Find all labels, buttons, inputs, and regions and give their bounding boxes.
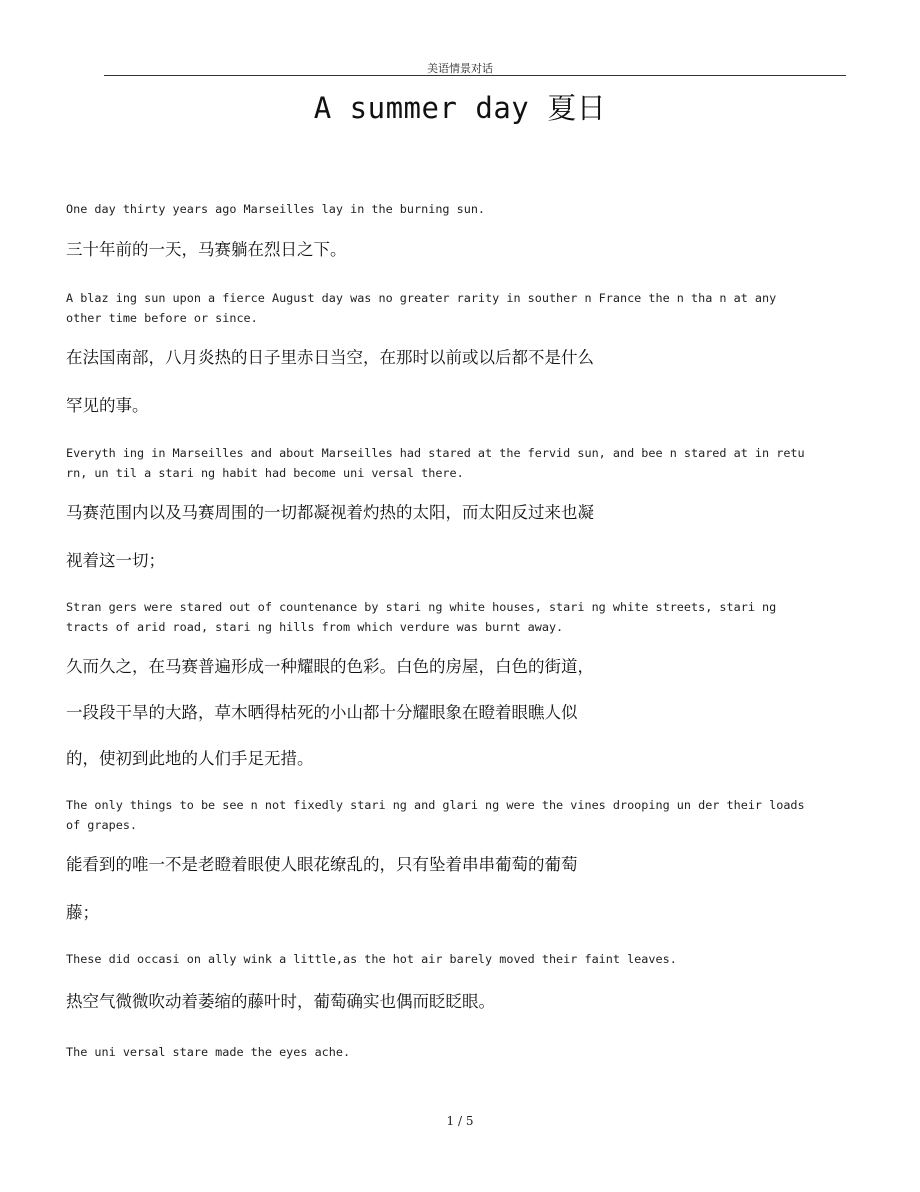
chinese-line-2-2: 罕见的事。	[66, 396, 149, 415]
chinese-line-4-1: 久而久之，在马赛普遍形成一种耀眼的色彩。白色的房屋，白色的街道，	[66, 657, 594, 676]
page-header: 美语情景对话	[427, 62, 493, 75]
chinese-line-5-1: 能看到的唯一不是老瞪着眼使人眼花缭乱的，只有坠着串串葡萄的葡萄	[66, 855, 578, 874]
english-paragraph-3: Everyth ing in Marseilles and about Marseilles had stared at the fervid sun, and bee n stared at in retu rn, un til a stari ng habit had become uni versal there.	[66, 446, 805, 480]
chinese-line-2-1: 在法国南部，八月炎热的日子里赤日当空，在那时以前或以后都不是什么	[66, 348, 594, 367]
document-title: A summer day 夏日	[313, 91, 607, 125]
header-divider	[104, 75, 846, 76]
chinese-line-5-2: 藤；	[66, 903, 99, 922]
chinese-line-1-1: 三十年前的一天，马赛躺在烈日之下。	[66, 240, 347, 259]
page-number: 1 / 5	[446, 1114, 474, 1128]
chinese-line-6-1: 热空气微微吹动着萎缩的藤叶时，葡萄确实也偶而眨眨眼。	[66, 992, 495, 1011]
chinese-line-4-3: 的，使初到此地的人们手足无措。	[66, 749, 314, 768]
english-paragraph-5: The only things to be see n not fixedly stari ng and glari ng were the vines drooping un der their loads of grapes.	[66, 798, 805, 832]
english-paragraph-2: A blaz ing sun upon a fierce August day was no greater rarity in souther n France the n tha n at any other time before or since.	[66, 291, 777, 325]
chinese-line-3-2: 视着这一切；	[66, 551, 165, 570]
chinese-line-4-2: 一段段干旱的大路，草木晒得枯死的小山都十分耀眼象在瞪着眼瞧人似	[66, 703, 578, 722]
english-paragraph-1: One day thirty years ago Marseilles lay in the burning sun.	[66, 202, 486, 216]
chinese-line-3-1: 马赛范围内以及马赛周围的一切都凝视着灼热的太阳，而太阳反过来也凝	[66, 503, 594, 522]
english-paragraph-4: Stran gers were stared out of countenance by stari ng white houses, stari ng white streets, stari ng tracts of arid road, stari ng hills from which verdure was burnt away.	[66, 600, 777, 634]
english-paragraph-6: These did occasi on ally wink a little,as the hot air barely moved their faint leaves.	[66, 952, 677, 966]
english-paragraph-7: The uni versal stare made the eyes ache.	[66, 1045, 351, 1059]
